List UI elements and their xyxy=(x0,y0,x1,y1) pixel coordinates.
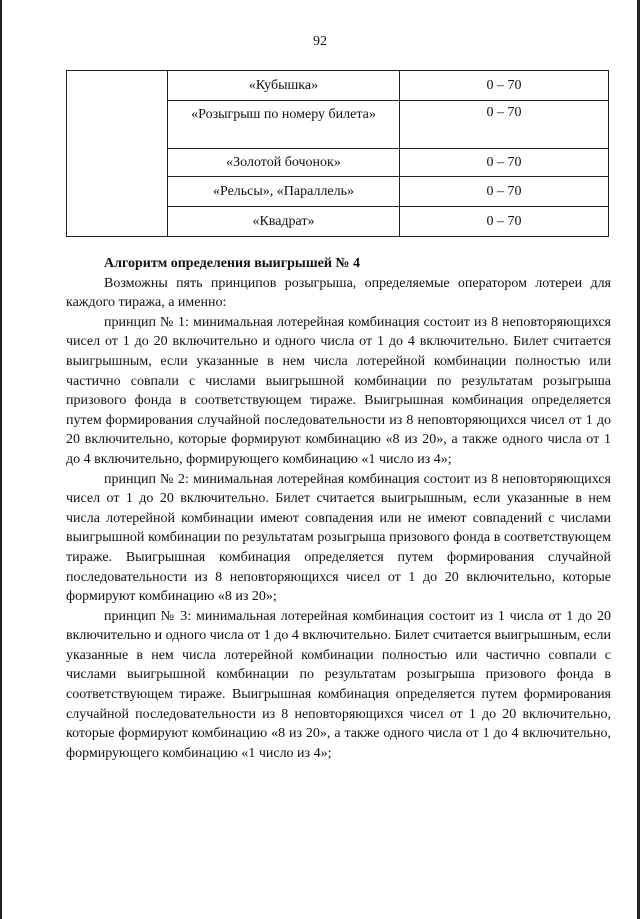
section-heading: Алгоритм определения выигрышей № 4 xyxy=(104,256,360,271)
paragraph-principle-1: принцип № 1: минимальная лотерейная комбинация состоит из 8 неповторяющихся чисел от 1 до 20 включительно и одного числа от 1 до 4 включительно. Билет считается выигрышным, если указанные в нем числа лотерейной комбинации полностью или частично совпали с числами выигрышной комбинации по результатам розыгрыша призового фонда в соответствующем тираже. Выигрышная комбинация определяется путем формирования случайной последовательности из 8 неповторяющихся чисел от 1 до 20 включительно, которые формируют комбинацию «8 из 20», а также одного числа от 1 до 4 включительно, формирующего комбинацию «1 число из 4»; xyxy=(66,314,611,467)
paragraph-principle-2: принцип № 2: минимальная лотерейная комбинация состоит из 8 неповторяющихся чисел от 1 до 20 включительно. Билет считается выигрышным, если указанные в нем числа лотерейной комбинации имеют совпадения или не имеют совпадений с числами выигрышной комбинации по результатам розыгрыша призового фонда в соответствующем тираже. Выигрышная комбинация определяется путем формирования случайной последовательности из 8 неповторяющихся чисел от 1 до 20 включительно, которые формируют комбинацию «8 из 20»; xyxy=(66,471,611,605)
empty-cell xyxy=(67,71,168,237)
body-text xyxy=(66,254,611,763)
table-cell-name: «Розыгрыш по номеру билета» xyxy=(168,101,400,149)
table-cell-name: «Кубышка» xyxy=(168,71,400,101)
table-row xyxy=(67,71,609,101)
table-cell-range: 0 – 70 xyxy=(400,207,609,237)
table-cell-range: 0 – 70 xyxy=(400,149,609,177)
paragraph-intro: Возможны пять принципов розыгрыша, определяемые оператором лотереи для каждого тиража, а именно: xyxy=(66,275,611,311)
table-cell-name: «Квадрат» xyxy=(168,207,400,237)
scan-border-left xyxy=(0,0,2,919)
table-cell-range: 0 – 70 xyxy=(400,177,609,207)
table-cell-range: 0 – 70 xyxy=(400,71,609,101)
paragraph-principle-3: принцип № 3: минимальная лотерейная комбинация состоит из 1 числа от 1 до 20 включительно и одного числа от 1 до 4 включительно. Билет считается выигрышным, если указанные в нем числа лотерейной комбинации полностью или частично совпали с числами выигрышной комбинации по результатам розыгрыша призового фонда в соответствующем тираже. Выигрышная комбинация определяется путем формирования случайной последовательности из 8 неповторяющихся чисел от 1 до 20 включительно, которые формируют комбинацию «8 из 20», а также одного числа от 1 до 4 включительно, формирующего комбинацию «1 число из 4»; xyxy=(66,608,611,761)
page-number: 92 xyxy=(313,34,327,49)
table-cell-name: «Рельсы», «Параллель» xyxy=(168,177,400,207)
prize-table xyxy=(66,70,609,237)
table-cell-range: 0 – 70 xyxy=(400,101,609,149)
table-cell-name: «Золотой бочонок» xyxy=(168,149,400,177)
